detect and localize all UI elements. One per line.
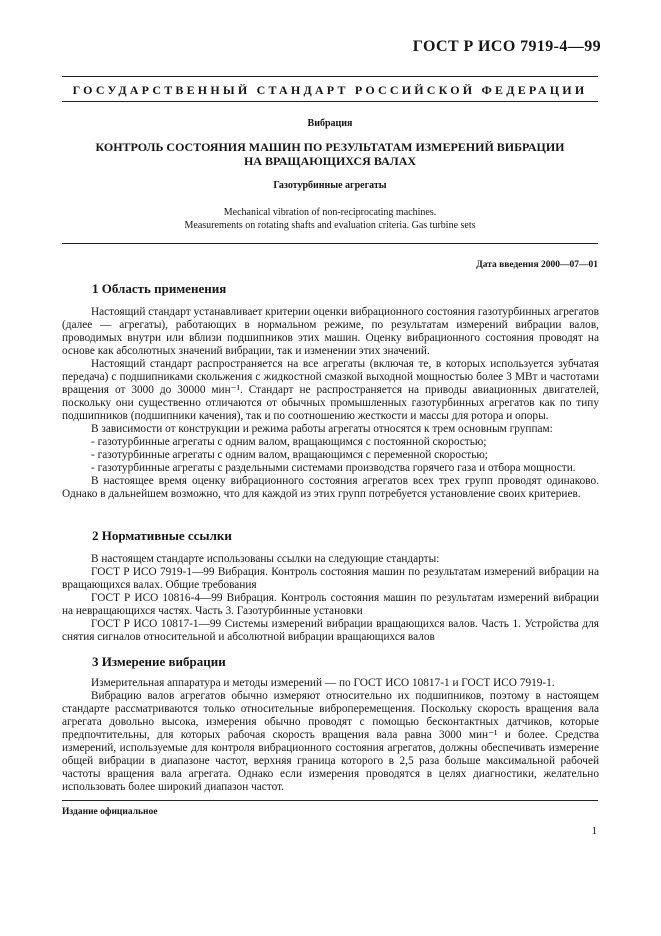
english-title-line2: Measurements on rotating shafts and evaluation criteria. Gas turbine sets [184,220,476,231]
paragraph: Настоящий стандарт устанавливает критерии оценки вибрационного состояния газотурбинных агрегатов (далее — агрегаты), работающих в нормальном режиме, по результатам измерений вибрации валов, проводимых внутри или вблизи подшипников этих машин. Оценку вибрационного состояния проводят на основе как абсолютных значений вибрации, так и изменении этих значений. [62,306,599,357]
list-item: - газотурбинные агрегаты с одним валом, вращающимся с постоянной скоростью; [91,436,487,448]
section-heading-scope: 1 Область применения [92,281,227,296]
document-title-line1: КОНТРОЛЬ СОСТОЯНИЯ МАШИН ПО РЕЗУЛЬТАТАМ ИЗМЕРЕНИЙ ВИБРАЦИИ [95,140,565,154]
section-heading-measurement: 3 Измерение вибрации [92,654,226,669]
list-item: - газотурбинные агрегаты с одним валом, вращающимся с переменной скоростью; [91,449,488,461]
english-title-line1: Mechanical vibration of non-reciprocating machines. [223,207,437,218]
paragraph: Измерительная аппаратура и методы измерений — по ГОСТ ИСО 10817-1 и ГОСТ ИСО 7919-1. [91,677,555,689]
section-body-measurement [62,677,599,794]
paragraph: Настоящий стандарт распространяется на все агрегаты (включая те, в которых используется зубчатая передача) с подшипниками скольжения с жидкостной смазкой выходной мощностью более 3 МВт и частотами вращения от 3000 до 30000 мин⁻¹. Стандарт не распространяется на приводы авиационных двигателей, поскольку они существенно отличаются от обычных промышленных газотурбинных агрегатов как по типу подшипников (подшипники качения), так и по соотношению жесткости и массы для ротора и опоры. [62,358,599,422]
section-body-references [62,553,599,644]
subject-label: Вибрация [307,118,353,129]
document-subtitle: Газотурбинные агрегаты [273,180,387,191]
section-heading-references: 2 Нормативные ссылки [92,528,232,543]
list-item: - газотурбинные агрегаты с раздельными системами производства горячего газа и отбора мощности. [91,462,576,474]
footer-divider [62,800,598,801]
document-code: ГОСТ Р ИСО 7919-4—99 [412,38,601,55]
top-rule-lower [62,101,598,102]
official-edition-label: Издание официальное [62,807,158,817]
header-divider [62,243,598,244]
reference-item: ГОСТ Р ИСО 10816-4—99 Вибрация. Контроль состояния машин по результатам измерений вибрации на невращающихся частях. Часть 3. Газотурбинные установки [62,592,599,617]
paragraph: В настоящем стандарте использованы ссылки на следующие стандарты: [91,553,440,565]
section-body-scope [62,306,599,501]
document-title-line2: НА ВРАЩАЮЩИХСЯ ВАЛАХ [243,154,417,168]
top-rule [62,76,598,77]
intro-date: Дата введения 2000—07—01 [476,260,598,270]
reference-item: ГОСТ Р ИСО 7919-1—99 Вибрация. Контроль состояния машин по результатам измерений вибрации на вращающихся валах. Общие требования [62,566,599,591]
reference-item: ГОСТ Р ИСО 10817-1—99 Системы измерений вибрации вращающихся валов. Часть 1. Устройства для снятия сигналов относительной и абсолютной вибрации вращающихся валов [62,618,599,643]
paragraph: В зависимости от конструкции и режима работы агрегаты относятся к трем основным группам: [91,423,553,435]
paragraph: Вибрацию валов агрегатов обычно измеряют относительно их подшипников, поэтому в настоящем стандарте рассматриваются только относительные виброперемещения. Поскольку скорость вращения вала агрегата довольно высока, измерения обычно проводят с помощью бесконтактных датчиков, которые предпочтительны, для которых рабочая скорость вращения вала равна 3000 мин⁻¹ и более. Средства измерений, используемые для контроля вибрационного состояния агрегатов, должны обеспечивать измерение общей вибрации в диапазоне частот, верхняя граница которого в 2,5 раза больше максимальной рабочей частоты вращения вала агрегата. Однако если измерения проводятся в целях диагностики, желательно использовать более широкий диапазон частот. [62,690,599,793]
paragraph: В настоящее время оценку вибрационного состояния агрегатов всех трех групп проводят одинаково. Однако в дальнейшем возможно, что для каждой из этих групп потребуется установление своих критериев. [62,475,599,500]
page-number: 1 [591,825,597,837]
state-standard-title: ГОСУДАРСТВЕННЫЙ СТАНДАРТ РОССИЙСКОЙ ФЕДЕРАЦИИ [72,83,588,97]
